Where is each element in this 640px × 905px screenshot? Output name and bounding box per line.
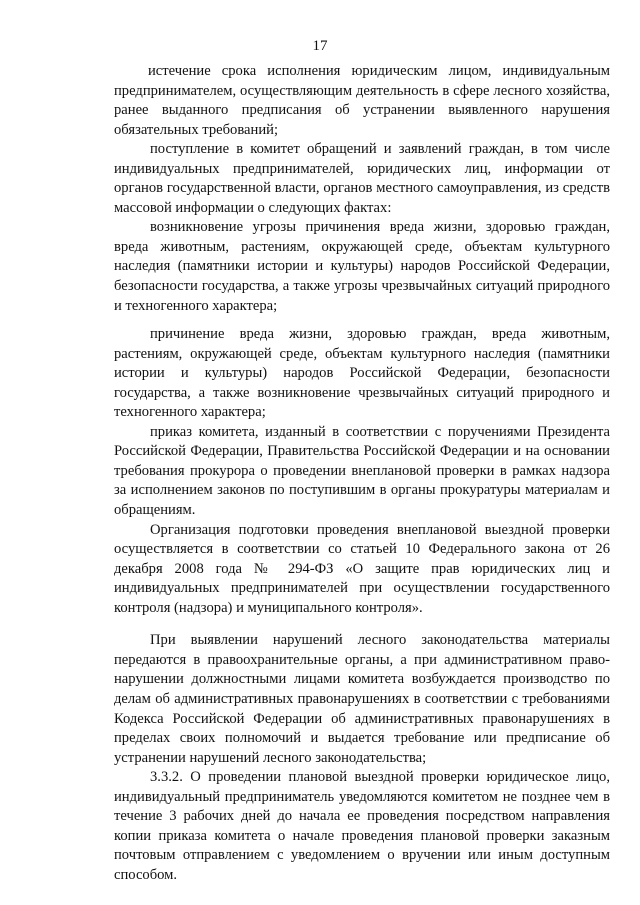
paragraph-section-3-3-2: 3.3.2. О проведении плановой выездной проверки юридическое лицо, индивидуальный предприниматель уведомляются комитетом не позднее чем в течение 3 рабочих дней до начала ее проведения посредством направления копии приказа комитета о начале проведения плановой проверки заказным почтовым отправлением с уведомлением о вручении или иным доступным способом. <box>114 769 610 883</box>
paragraph-unscheduled-inspection: Организация подготовки проведения внеплановой выездной проверки осуществляется в соответствии со статьей 10 Федерального закона от 26 декабря 2008 года № 294-ФЗ «О защите прав юридических лиц и индивидуальных предпринимателей при осуществлении государственного контроля (надзора) и муниципального контроля». <box>114 521 610 616</box>
paragraph-prescription-expiry: истечение срока исполнения юридическим лицом, индивидуальным предпринимателем, осуществляющим деятельность в сфере лесного хозяйства, ранее выданного предписания об устранении выявленного нарушения обязательных требований; <box>114 63 610 138</box>
paragraph-citizen-appeals: поступление в комитет обращений и заявлений граждан, в том числе индивидуальных предпринимателей, юридических лиц, информации от органов государственной власти, органов местного самоуправления, из средств массовой информации о следующих фактах: <box>114 141 610 216</box>
paragraph-committee-order: приказ комитета, изданный в соответствии с поручениями Президента Российской Федерации, Правительства Российской Федерации и на основании требования прокурора о проведении внеплановой проверки в рамках надзора за исполнением законов по поступившим в органы прокуратуры материалам и обращениям. <box>114 423 610 519</box>
page-number: 17 <box>312 38 328 54</box>
paragraph-threat-of-harm: возникновение угрозы причинения вреда жизни, здоровью граждан, вреда животным, растениям, окружающей среде, объектам культурного наследия (памятники истории и культуры) народов Российской Федерации, безопасности государства, а также угрозы чрезвычайных ситуаций природного и техногенного характера; <box>114 219 610 314</box>
paragraph-harm-caused: причинение вреда жизни, здоровью граждан, вреда животным, растениям, окружающей среде, объектам культурного наследия (памятники истории и культуры) народов Российской Федерации, безопасности государства, а также возникновение чрезвычайных ситуаций природного и техногенного характера; <box>114 326 610 421</box>
document-body <box>114 62 610 885</box>
paragraph-violations-detected: При выявлении нарушений лесного законодательства материалы передаются в правоохранительные органы, а при административном право-нарушении должностными лицами комитета возбуждается производство по делам об административных правонарушениях в соответствии с требованиями Кодекса Российской Федерации об административных правонарушениях в пределах своих полномочий и выдается требование или предписание об устранении нарушений лесного законодательства; <box>114 632 610 766</box>
